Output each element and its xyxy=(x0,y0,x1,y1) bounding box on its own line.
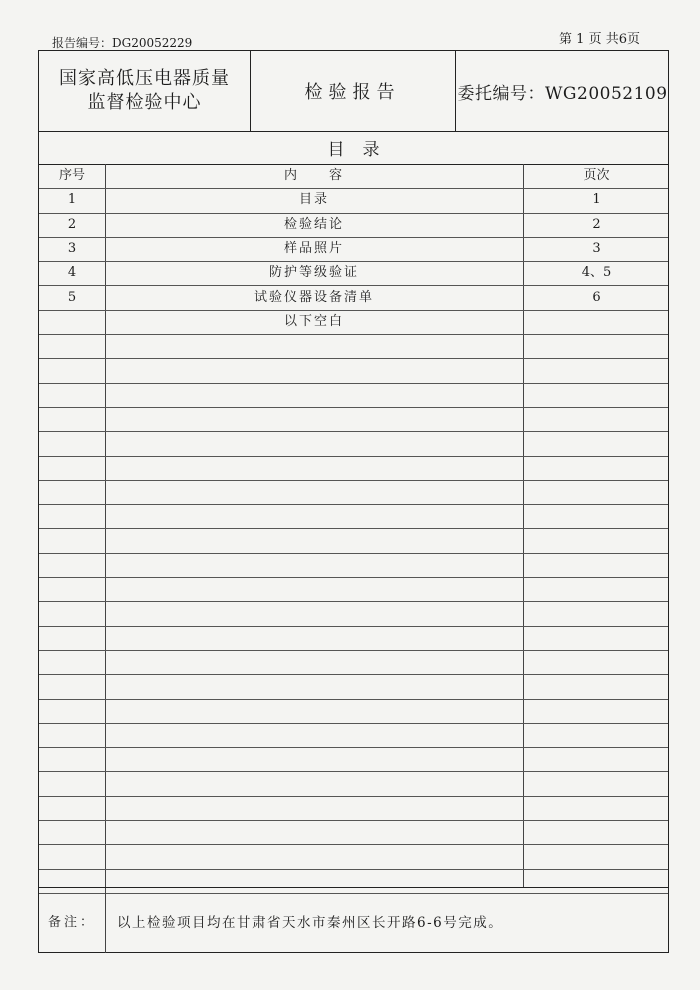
row-content xyxy=(105,772,523,796)
row-page xyxy=(523,553,670,577)
row-number xyxy=(39,699,105,723)
row-page xyxy=(523,601,670,625)
table-row xyxy=(39,699,668,724)
row-page xyxy=(523,504,670,528)
row-page: 4、5 xyxy=(581,265,612,281)
row-number xyxy=(39,383,105,407)
row-page xyxy=(523,529,670,553)
table-row xyxy=(39,188,668,213)
row-content xyxy=(105,844,523,868)
row-page xyxy=(523,480,670,504)
row-page xyxy=(523,699,670,723)
table-row xyxy=(39,407,668,432)
row-content xyxy=(105,456,523,480)
table-row xyxy=(39,601,668,626)
organization-name xyxy=(39,51,251,131)
row-number: 4 xyxy=(67,265,77,281)
row-number xyxy=(39,820,105,844)
table-row xyxy=(39,456,668,481)
row-number xyxy=(39,626,105,650)
page-indicator: 第 1 页 共6页 xyxy=(559,32,640,47)
toc-title: 目录 xyxy=(39,131,668,165)
table-row xyxy=(39,529,668,554)
table-row xyxy=(39,237,668,262)
row-page xyxy=(523,431,670,455)
table-header-row xyxy=(39,164,668,189)
row-number xyxy=(39,480,105,504)
row-page xyxy=(523,747,670,771)
row-page: 2 xyxy=(592,216,601,232)
row-page xyxy=(523,723,670,747)
table-row xyxy=(39,626,668,651)
top-line xyxy=(38,28,662,50)
row-number xyxy=(39,601,105,625)
row-content xyxy=(105,747,523,771)
table-row xyxy=(39,358,668,383)
table-row xyxy=(39,310,668,335)
row-content xyxy=(105,626,523,650)
row-page xyxy=(523,334,670,358)
row-page xyxy=(523,772,670,796)
row-content xyxy=(105,431,523,455)
row-page: 6 xyxy=(592,289,601,305)
row-content xyxy=(105,334,523,358)
row-content xyxy=(105,504,523,528)
table-row xyxy=(39,796,668,821)
row-number xyxy=(39,747,105,771)
row-content xyxy=(105,383,523,407)
table-row xyxy=(39,261,668,286)
row-number xyxy=(39,674,105,698)
row-content: 防护等级验证 xyxy=(268,265,359,281)
row-page xyxy=(523,674,670,698)
row-content: 目录 xyxy=(298,192,329,208)
row-number: 2 xyxy=(67,216,77,232)
table-row xyxy=(39,723,668,748)
row-number: 5 xyxy=(67,289,77,305)
row-content xyxy=(105,723,523,747)
table-row xyxy=(39,213,668,238)
row-number xyxy=(39,334,105,358)
table-row xyxy=(39,844,668,869)
row-number xyxy=(39,650,105,674)
row-page xyxy=(523,626,670,650)
row-page xyxy=(523,407,670,431)
table-row xyxy=(39,772,668,797)
row-content xyxy=(105,650,523,674)
row-content xyxy=(105,358,523,382)
row-page: 3 xyxy=(592,240,601,256)
report-header xyxy=(39,51,668,132)
table-row xyxy=(39,431,668,456)
row-content xyxy=(105,529,523,553)
row-number: 3 xyxy=(67,240,77,256)
report-number: 报告编号：DG20052229 xyxy=(52,36,193,50)
row-number xyxy=(39,310,105,334)
row-page: 1 xyxy=(592,192,601,208)
row-page xyxy=(523,383,670,407)
row-content xyxy=(105,674,523,698)
organization-line-2: 监督检验中心 xyxy=(87,92,202,113)
table-row xyxy=(39,674,668,699)
row-number xyxy=(39,553,105,577)
row-number xyxy=(39,407,105,431)
remark-label: 备注： xyxy=(39,888,106,953)
row-page xyxy=(523,650,670,674)
row-page xyxy=(523,577,670,601)
row-number xyxy=(39,723,105,747)
row-content xyxy=(105,553,523,577)
table-row xyxy=(39,383,668,408)
remark-text: 以上检验项目均在甘肃省天水市秦州区长开路6-6号完成。 xyxy=(117,914,504,931)
table-row xyxy=(39,650,668,675)
column-header-content: 内 容 xyxy=(283,168,344,183)
row-content: 试验仪器设备清单 xyxy=(253,289,374,305)
row-page xyxy=(523,310,670,334)
row-page xyxy=(523,844,670,868)
commission-number: 委托编号：WG20052109 xyxy=(457,83,668,104)
organization-line-1: 国家高低压电器质量 xyxy=(59,68,230,89)
row-number xyxy=(39,844,105,868)
row-number xyxy=(39,504,105,528)
row-content: 检验结论 xyxy=(283,216,344,232)
table-row xyxy=(39,334,668,359)
row-page xyxy=(523,358,670,382)
row-content xyxy=(105,796,523,820)
row-number xyxy=(39,358,105,382)
row-content xyxy=(105,577,523,601)
table-row xyxy=(39,820,668,845)
row-number xyxy=(39,529,105,553)
table-row xyxy=(39,480,668,505)
table-row xyxy=(39,577,668,602)
row-content xyxy=(105,407,523,431)
row-content: 样品照片 xyxy=(283,240,344,256)
table-row xyxy=(39,504,668,529)
document-title: 检验报告 xyxy=(250,51,456,131)
table-row xyxy=(39,747,668,772)
row-number xyxy=(39,772,105,796)
table-row xyxy=(39,286,668,311)
row-number: 1 xyxy=(67,192,77,208)
table-row xyxy=(39,553,668,578)
row-page xyxy=(523,820,670,844)
row-content xyxy=(105,699,523,723)
column-header-page: 页次 xyxy=(583,168,610,183)
row-content: 以下空白 xyxy=(283,313,344,329)
row-content xyxy=(105,480,523,504)
remark-section xyxy=(39,887,668,953)
row-number xyxy=(39,456,105,480)
row-page xyxy=(523,456,670,480)
row-number xyxy=(39,577,105,601)
row-content xyxy=(105,601,523,625)
row-number xyxy=(39,796,105,820)
column-header-no: 序号 xyxy=(58,168,85,183)
row-content xyxy=(105,820,523,844)
report-frame xyxy=(38,50,669,953)
row-number xyxy=(39,431,105,455)
row-page xyxy=(523,796,670,820)
